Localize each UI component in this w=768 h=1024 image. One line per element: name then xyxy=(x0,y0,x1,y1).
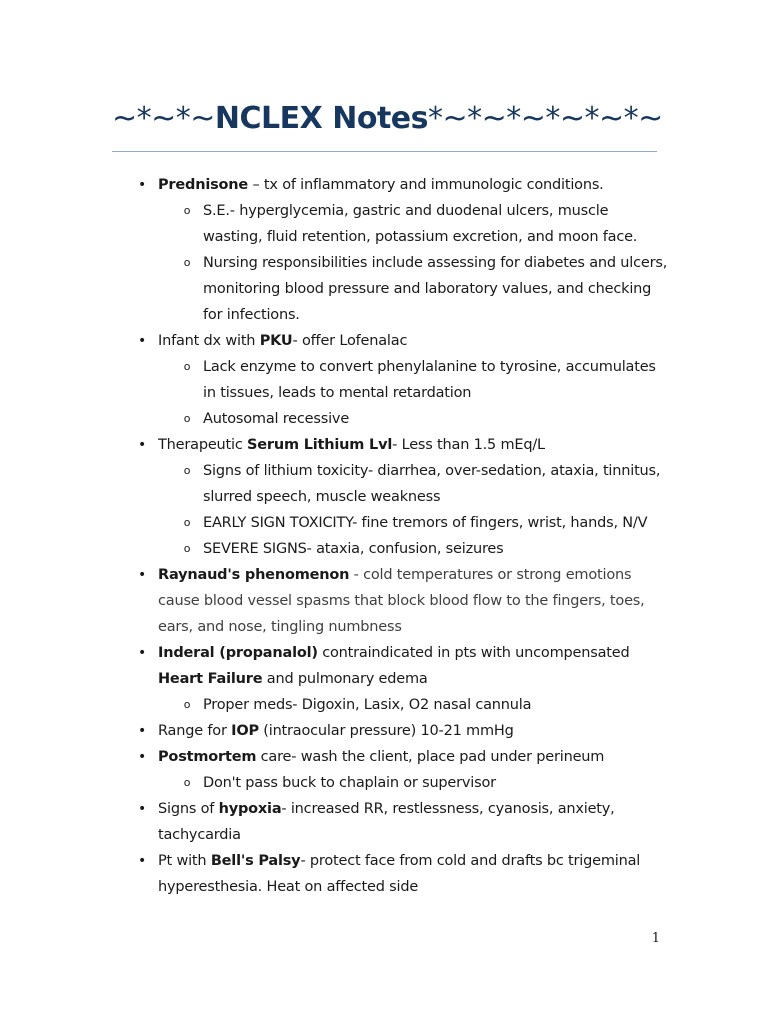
page-number: 1 xyxy=(651,931,660,946)
sub-item xyxy=(183,406,668,432)
sub-item xyxy=(183,510,668,536)
sub-text: EARLY SIGN TOXICITY- fine tremors of fingers, wrist, hands, N/V xyxy=(203,515,648,531)
title-prefix: ~*~*~ xyxy=(112,101,215,136)
note-lithium xyxy=(137,432,668,562)
sub-text: Nursing responsibilities include assessing for diabetes and ulcers, monitoring blood pressure and laboratory values, and checking for infections. xyxy=(203,255,668,323)
note-text: - offer Lofenalac xyxy=(292,333,408,349)
note-prednisone xyxy=(137,172,668,328)
sub-bullet-icon: o xyxy=(183,204,191,217)
note-text: contraindicated in pts with uncompensated xyxy=(317,645,630,661)
note-prefix: Pt with xyxy=(158,853,211,869)
sub-list xyxy=(158,458,668,562)
sub-item xyxy=(183,198,668,250)
note-text: - increased RR, restlessness, cyanosis, anxiety, tachycardia xyxy=(158,801,615,843)
sub-text: Proper meds- Digoxin, Lasix, O2 nasal cannula xyxy=(203,697,532,713)
sub-item xyxy=(183,354,668,406)
bullet-icon: • xyxy=(137,801,147,817)
bullet-icon: • xyxy=(137,749,147,765)
note-term: Prednisone xyxy=(158,177,249,193)
note-prefix: Therapeutic xyxy=(158,437,248,453)
sub-bullet-icon: o xyxy=(183,360,191,373)
bullet-icon: • xyxy=(137,177,147,193)
title-underline-rule xyxy=(112,151,657,152)
sub-item xyxy=(183,692,668,718)
note-term: Postmortem xyxy=(158,749,257,765)
sub-item xyxy=(183,250,668,328)
sub-list xyxy=(158,354,668,432)
note-text-secondary: and pulmonary edema xyxy=(262,671,428,687)
bullet-icon: • xyxy=(137,333,147,349)
note-hypoxia xyxy=(137,796,668,848)
sub-text: S.E.- hyperglycemia, gastric and duodenal ulcers, muscle wasting, fluid retention, potassium excretion, and moon face. xyxy=(203,203,638,245)
title-main: NCLEX Notes xyxy=(214,101,428,136)
note-text: care- wash the client, place pad under perineum xyxy=(256,749,605,765)
notes-list xyxy=(137,172,668,900)
sub-bullet-icon: o xyxy=(183,516,191,529)
sub-text: SEVERE SIGNS- ataxia, confusion, seizures xyxy=(203,541,504,557)
note-prefix: Infant dx with xyxy=(158,333,260,349)
note-term: hypoxia xyxy=(218,801,282,817)
sub-item xyxy=(183,770,668,796)
bullet-icon: • xyxy=(137,645,147,661)
sub-bullet-icon: o xyxy=(183,464,191,477)
sub-list xyxy=(158,198,668,328)
title-suffix: *~*~*~*~*~*~ xyxy=(428,101,663,136)
sub-item xyxy=(183,536,668,562)
sub-item xyxy=(183,458,668,510)
bullet-icon: • xyxy=(137,723,147,739)
note-term: Bell's Palsy xyxy=(210,853,301,869)
note-raynauds xyxy=(137,562,668,640)
sub-bullet-icon: o xyxy=(183,542,191,555)
note-inderal xyxy=(137,640,668,718)
sub-text: Don't pass buck to chaplain or supervisor xyxy=(203,775,496,791)
note-prefix: Range for xyxy=(158,723,232,739)
page-title xyxy=(112,98,672,140)
sub-bullet-icon: o xyxy=(183,412,191,425)
note-term: PKU xyxy=(259,333,293,349)
sub-list xyxy=(158,770,668,796)
note-postmortem xyxy=(137,744,668,796)
sub-text: Signs of lithium toxicity- diarrhea, over-sedation, ataxia, tinnitus, slurred speech, muscle weakness xyxy=(203,463,661,505)
note-text: – tx of inflammatory and immunologic conditions. xyxy=(248,177,604,193)
sub-list xyxy=(158,692,668,718)
note-term-secondary: Heart Failure xyxy=(158,671,263,687)
bullet-icon: • xyxy=(137,567,147,583)
sub-bullet-icon: o xyxy=(183,256,191,269)
bullet-icon: • xyxy=(137,437,147,453)
sub-text: Autosomal recessive xyxy=(203,411,350,427)
note-term: Inderal (propanalol) xyxy=(158,645,318,661)
note-term: Raynaud's phenomenon xyxy=(158,567,350,583)
note-term: Serum Lithium Lvl xyxy=(247,437,393,453)
sub-text: Lack enzyme to convert phenylalanine to tyrosine, accumulates in tissues, leads to mental retardation xyxy=(203,359,656,401)
note-iop xyxy=(137,718,668,744)
note-pku xyxy=(137,328,668,432)
note-term: IOP xyxy=(231,723,259,739)
sub-bullet-icon: o xyxy=(183,776,191,789)
note-text: - protect face from cold and drafts bc trigeminal hyperesthesia. Heat on affected side xyxy=(158,853,641,895)
note-text: - cold temperatures or strong emotions cause blood vessel spasms that block blood flow to the fingers, toes, ears, and nose, tingling numbness xyxy=(158,567,645,635)
note-text: - Less than 1.5 mEq/L xyxy=(392,437,545,453)
sub-bullet-icon: o xyxy=(183,698,191,711)
note-bells-palsy xyxy=(137,848,668,900)
note-prefix: Signs of xyxy=(158,801,219,817)
bullet-icon: • xyxy=(137,853,147,869)
note-text: (intraocular pressure) 10-21 mmHg xyxy=(258,723,514,739)
